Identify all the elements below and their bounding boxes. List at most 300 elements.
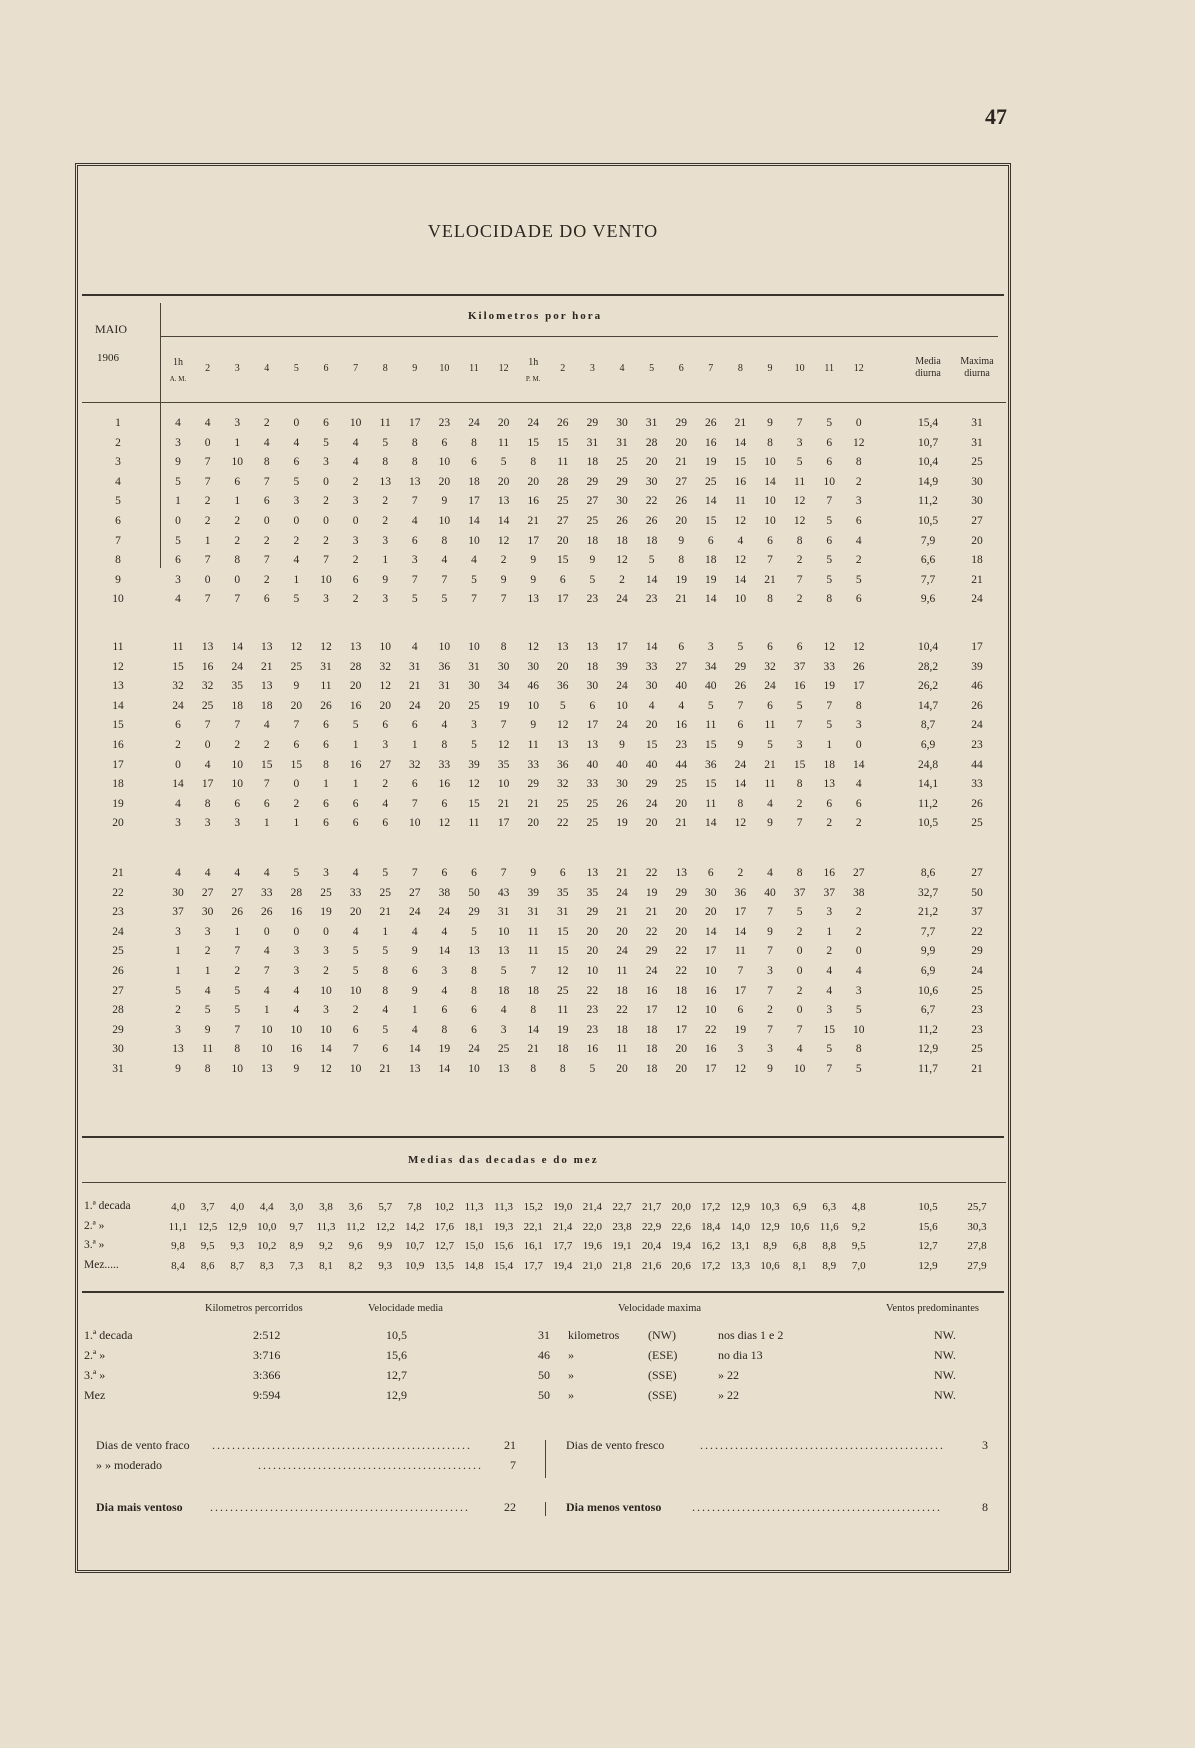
table-cell: 18 [261, 699, 273, 712]
average-cell: 6,3 [822, 1201, 837, 1213]
average-cell: 9,7 [289, 1220, 304, 1233]
day-label: 18 [112, 778, 124, 791]
table-cell: 9 [175, 1063, 181, 1075]
table-cell: 28 [349, 660, 362, 673]
table-cell: 39 [616, 660, 628, 673]
table-cell: 10 [379, 641, 391, 653]
hour-header: 7 [353, 363, 359, 374]
table-cell: 20 [971, 534, 983, 547]
table-cell: 20 [616, 925, 628, 938]
table-cell: 36 [557, 680, 569, 693]
table-cell: 8 [826, 593, 833, 606]
average-cell: 8,1 [319, 1259, 333, 1272]
average-cell: 4,0 [171, 1201, 185, 1213]
table-cell: 21 [497, 797, 510, 810]
table-cell: 0 [263, 515, 270, 527]
table-cell: 1 [352, 739, 359, 751]
table-cell: 23 [971, 1004, 983, 1017]
fraco-dots: .................................................... [212, 1438, 472, 1452]
table-cell: 5 [471, 925, 477, 938]
table-cell: 22 [645, 495, 658, 508]
summary-header-km: Kilometros percorridos [205, 1303, 303, 1314]
table-cell: 6 [382, 719, 389, 732]
table-cell: 10 [793, 1063, 806, 1075]
table-cell: 11,2 [918, 1023, 938, 1036]
average-cell: 27,8 [967, 1240, 987, 1252]
table-cell: 30 [971, 475, 983, 488]
table-cell: 21 [675, 817, 687, 830]
table-cell: 23 [586, 1023, 599, 1036]
table-cell: 4 [263, 719, 270, 732]
table-cell: 37 [793, 886, 806, 899]
table-cell: 3 [323, 593, 329, 606]
table-cell: 18 [586, 534, 599, 547]
table-cell: 6 [323, 797, 329, 810]
table-cell: 27 [675, 475, 687, 488]
day-label: 10 [112, 593, 124, 606]
summary-km: 3:716 [253, 1348, 281, 1362]
table-cell: 37 [823, 886, 835, 899]
table-cell: 7 [263, 965, 270, 977]
table-cell: 20 [438, 699, 451, 712]
table-cell: 31 [409, 660, 421, 673]
table-cell: 0 [796, 1004, 803, 1017]
table-cell: 24 [616, 945, 628, 958]
table-cell: 17 [468, 495, 480, 508]
table-cell: 9 [767, 417, 773, 429]
average-cell: 8,3 [259, 1259, 274, 1272]
table-cell: 4 [204, 867, 211, 879]
table-cell: 12 [793, 495, 806, 508]
table-cell: 7 [234, 945, 241, 958]
table-cell: 6 [826, 456, 833, 469]
table-cell: 36 [557, 758, 569, 771]
table-cell: 21 [616, 906, 628, 919]
table-cell: 37 [172, 906, 184, 919]
table-cell: 25 [675, 778, 687, 791]
average-cell: 10,0 [257, 1220, 277, 1233]
table-cell: 33 [438, 758, 451, 771]
hour-header: 4 [619, 363, 625, 374]
table-cell: 36 [705, 758, 717, 771]
table-cell: 4 [263, 867, 270, 879]
table-cell: 9,6 [920, 593, 936, 606]
average-label: 2.ª » [84, 1219, 105, 1232]
table-cell: 2 [826, 817, 833, 830]
average-cell: 8,1 [792, 1259, 807, 1272]
average-cell: 15,6 [493, 1240, 514, 1252]
table-cell: 10 [764, 515, 776, 527]
table-cell: 8 [796, 534, 803, 547]
table-cell: 3 [175, 436, 181, 449]
table-cell: 2 [175, 1004, 181, 1017]
average-label: Mez..... [84, 1258, 119, 1271]
table-cell: 20 [497, 475, 510, 488]
table-cell: 2 [293, 797, 300, 810]
table-cell: 24 [971, 719, 983, 732]
table-cell: 3 [175, 925, 181, 938]
table-cell: 3 [175, 1023, 181, 1036]
table-cell: 20 [290, 699, 303, 712]
fraco-label: Dias de vento fraco [96, 1438, 190, 1452]
table-cell: 34 [497, 680, 510, 693]
summary-unit: » [568, 1388, 574, 1402]
average-cell: 13,5 [434, 1259, 455, 1272]
table-cell: 7 [796, 1023, 803, 1036]
table-cell: 1 [234, 925, 241, 938]
day-label: 19 [112, 797, 124, 810]
hour-header: 5 [293, 363, 299, 374]
table-cell: 6 [293, 456, 300, 469]
table-cell: 4 [175, 593, 181, 606]
table-cell: 6 [737, 719, 744, 732]
average-cell: 10,2 [257, 1240, 277, 1252]
summary-vel: 10,5 [386, 1328, 407, 1342]
table-cell: 18 [645, 1023, 658, 1036]
table-cell: 3 [767, 1043, 773, 1056]
table-cell: 20 [675, 1043, 687, 1056]
table-cell: 46 [971, 680, 983, 693]
table-cell: 5 [175, 534, 181, 547]
table-cell: 2 [855, 906, 862, 919]
table-cell: 20 [675, 1063, 687, 1075]
table-cell: 6 [263, 495, 270, 508]
menos-label: Dia menos ventoso [566, 1500, 662, 1514]
table-cell: 5 [382, 1023, 389, 1036]
table-cell: 22 [586, 984, 599, 997]
table-cell: 26 [261, 906, 273, 919]
table-cell: 8 [441, 1023, 448, 1036]
table-cell: 19 [734, 1023, 747, 1036]
table-cell: 3 [707, 641, 714, 653]
table-cell: 20 [586, 945, 599, 958]
table-cell: 50 [468, 886, 480, 899]
table-cell: 20 [349, 906, 362, 919]
table-cell: 1 [204, 965, 211, 977]
average-cell: 14,8 [464, 1259, 484, 1272]
table-cell: 25 [971, 984, 983, 997]
average-cell: 5,7 [378, 1201, 393, 1213]
table-cell: 26 [231, 906, 243, 919]
table-cell: 3 [767, 965, 773, 977]
table-cell: 19 [705, 573, 717, 586]
table-cell: 7 [411, 797, 418, 810]
average-cell: 25,7 [967, 1201, 987, 1213]
table-cell: 13 [468, 945, 480, 958]
table-cell: 17 [201, 778, 214, 791]
table-cell: 20 [527, 475, 539, 488]
day-label: 1 [115, 417, 121, 429]
average-cell: 18,1 [464, 1220, 484, 1233]
table-cell: 3 [411, 554, 418, 567]
table-cell: 7 [263, 475, 270, 488]
table-cell: 14 [853, 758, 865, 771]
average-cell: 17,2 [701, 1259, 721, 1272]
table-cell: 4 [648, 699, 655, 712]
average-cell: 8,9 [289, 1240, 304, 1252]
table-cell: 13 [497, 945, 510, 958]
table-cell: 13 [409, 1063, 421, 1075]
day-label: 27 [112, 984, 124, 997]
media-header: Media diurna [915, 356, 941, 379]
average-cell: 13,3 [730, 1259, 751, 1272]
table-cell: 27 [971, 867, 983, 879]
table-cell: 17 [971, 641, 983, 653]
table-cell: 0 [323, 515, 329, 527]
table-cell: 8 [234, 554, 241, 567]
summary-dias: nos dias 1 e 2 [718, 1328, 784, 1342]
pm-label: P. M. [525, 375, 541, 383]
am-label: A. M. [169, 375, 187, 383]
table-cell: 15 [705, 739, 717, 751]
summary-dir: (ESE) [648, 1348, 678, 1362]
average-cell: 16,1 [523, 1240, 543, 1252]
table-cell: 7,9 [920, 534, 936, 547]
average-cell: 15,4 [493, 1259, 514, 1272]
table-cell: 2 [382, 515, 389, 527]
table-cell: 10,6 [917, 984, 939, 997]
menos-value: 8 [982, 1500, 988, 1514]
summary-row-label: 2.ª » [84, 1348, 106, 1362]
table-cell: 13 [586, 867, 599, 879]
summary-rule [82, 1291, 1004, 1293]
table-cell: 8 [500, 641, 507, 653]
average-cell: 20,6 [671, 1259, 691, 1272]
table-cell: 14 [527, 1023, 539, 1036]
average-cell: 9,6 [348, 1240, 363, 1252]
table-cell: 19 [616, 817, 628, 830]
table-cell: 16 [349, 758, 362, 771]
table-cell: 21,2 [917, 906, 939, 919]
table-cell: 10 [853, 1023, 865, 1036]
table-cell: 8 [263, 456, 270, 469]
table-cell: 31 [468, 660, 480, 673]
table-cell: 28 [557, 475, 569, 488]
average-cell: 15,2 [523, 1201, 543, 1213]
table-cell: 6 [441, 867, 448, 879]
table-cell: 11 [557, 456, 569, 469]
table-cell: 1 [234, 495, 241, 508]
table-cell: 15 [172, 660, 184, 673]
table-cell: 29 [468, 906, 480, 919]
table-cell: 14 [734, 436, 747, 449]
maxima-header: Maxima diurna [960, 356, 994, 379]
table-cell: 24 [468, 417, 480, 429]
header-rule [82, 294, 1004, 296]
average-cell: 22,0 [582, 1220, 603, 1233]
average-cell: 12,7 [434, 1240, 455, 1252]
table-cell: 26 [320, 699, 332, 712]
day-label: 14 [112, 699, 124, 712]
table-cell: 8 [530, 1004, 537, 1017]
table-cell: 5 [767, 739, 773, 751]
table-cell: 3 [382, 739, 389, 751]
table-cell: 16 [705, 984, 717, 997]
table-cell: 10 [438, 456, 451, 469]
table-cell: 0 [293, 515, 300, 527]
day-label: 16 [112, 739, 124, 751]
table-cell: 31 [438, 680, 451, 693]
table-cell: 12 [557, 719, 569, 732]
table-cell: 2 [767, 1004, 773, 1017]
fresco-dots: ................................................. [700, 1438, 945, 1452]
table-cell: 5 [293, 867, 300, 879]
table-cell: 25 [557, 495, 569, 508]
table-cell: 0 [204, 436, 211, 449]
table-cell: 5 [382, 436, 389, 449]
table-cell: 0 [855, 739, 862, 751]
table-cell: 5 [707, 699, 714, 712]
table-cell: 9 [411, 984, 418, 997]
table-cell: 5 [382, 867, 389, 879]
table-cell: 3 [441, 965, 448, 977]
table-cell: 26,2 [917, 680, 939, 693]
table-cell: 11 [794, 475, 806, 488]
table-cell: 14 [320, 1043, 332, 1056]
table-cell: 2 [204, 495, 211, 508]
table-cell: 32 [172, 680, 184, 693]
table-cell: 20 [527, 817, 539, 830]
table-cell: 5 [796, 906, 803, 919]
table-cell: 10 [468, 1063, 480, 1075]
table-cell: 13 [497, 1063, 510, 1075]
average-cell: 16,2 [701, 1240, 721, 1252]
hour-header: 2 [560, 363, 566, 374]
table-cell: 9 [293, 680, 300, 693]
summary-max: 50 [538, 1388, 550, 1402]
table-cell: 9 [530, 719, 537, 732]
table-cell: 10 [734, 593, 747, 606]
average-cell: 10,6 [760, 1259, 780, 1272]
table-cell: 44 [971, 758, 983, 771]
table-cell: 6 [323, 719, 329, 732]
table-cell: 5 [648, 554, 655, 567]
table-cell: 6 [411, 534, 418, 547]
average-cell: 10,5 [918, 1201, 938, 1213]
day-label: 23 [112, 906, 124, 919]
summary-km: 2:512 [253, 1328, 281, 1342]
table-cell: 20 [645, 817, 658, 830]
average-cell: 10,2 [434, 1201, 455, 1213]
table-cell: 16 [675, 719, 687, 732]
table-cell: 23 [586, 1004, 599, 1017]
table-cell: 6 [382, 817, 389, 830]
table-cell: 16 [734, 475, 747, 488]
table-cell: 7 [234, 593, 241, 606]
table-cell: 13 [261, 680, 273, 693]
day-label: 22 [112, 886, 124, 899]
table-cell: 29 [645, 778, 658, 791]
table-cell: 20 [645, 719, 658, 732]
table-cell: 33 [645, 660, 658, 673]
table-cell: 24 [645, 965, 658, 977]
average-cell: 9,2 [319, 1240, 333, 1252]
table-cell: 9 [589, 554, 596, 567]
table-cell: 3 [796, 739, 803, 751]
table-cell: 2 [500, 554, 507, 567]
table-cell: 31 [557, 906, 569, 919]
table-cell: 6 [855, 593, 862, 606]
table-cell: 10 [497, 778, 510, 791]
table-cell: 18 [645, 1043, 658, 1056]
table-cell: 24 [734, 758, 747, 771]
table-cell: 30 [705, 886, 717, 899]
average-cell: 12,5 [197, 1220, 218, 1233]
table-cell: 15 [705, 778, 717, 791]
table-cell: 20 [497, 417, 510, 429]
table-cell: 7 [767, 945, 773, 958]
table-cell: 11 [764, 719, 776, 732]
average-cell: 4,4 [259, 1201, 274, 1213]
table-cell: 10 [497, 925, 510, 938]
table-cell: 4 [411, 925, 418, 938]
table-cell: 32 [201, 680, 214, 693]
table-cell: 8 [767, 436, 773, 449]
table-cell: 3 [323, 945, 329, 958]
table-cell: 6 [352, 573, 359, 586]
table-cell: 10 [468, 641, 480, 653]
day-label: 4 [115, 475, 121, 488]
table-cell: 5 [737, 641, 744, 653]
moderado-value: 7 [510, 1458, 516, 1472]
table-cell: 6 [559, 573, 566, 586]
table-cell: 23 [971, 739, 983, 751]
day-label: 2 [115, 436, 121, 449]
table-cell: 12 [438, 817, 451, 830]
table-cell: 4 [204, 417, 211, 429]
table-cell: 34 [705, 660, 717, 673]
table-cell: 8,6 [920, 867, 936, 879]
summary-vel: 12,9 [386, 1388, 407, 1402]
table-cell: 14 [705, 925, 717, 938]
table-cell: 8 [796, 867, 803, 879]
average-cell: 10,3 [760, 1201, 780, 1213]
table-cell: 2 [855, 475, 862, 488]
table-cell: 13 [261, 641, 273, 653]
table-cell: 29 [616, 475, 628, 488]
table-cell: 4 [293, 554, 300, 567]
table-cell: 29 [527, 778, 539, 791]
average-cell: 17,2 [701, 1201, 721, 1213]
table-cell: 21 [261, 660, 273, 673]
table-cell: 15 [557, 945, 569, 958]
table-cell: 12 [734, 515, 747, 527]
average-cell: 10,9 [405, 1259, 425, 1272]
hour-header: 11 [469, 363, 479, 374]
average-cell: 8,8 [822, 1240, 837, 1252]
table-cell: 10 [527, 699, 539, 712]
table-cell: 11,7 [918, 1063, 938, 1075]
table-cell: 30 [971, 495, 983, 508]
table-cell: 11 [379, 417, 391, 429]
average-cell: 11,3 [464, 1201, 484, 1213]
table-cell: 24 [409, 906, 421, 919]
table-cell: 12 [320, 1063, 332, 1075]
summary-dias: » 22 [718, 1368, 739, 1382]
table-cell: 26 [557, 417, 569, 429]
table-cell: 5 [234, 984, 241, 997]
table-cell: 18 [527, 984, 539, 997]
table-cell: 29 [586, 475, 599, 488]
table-cell: 22 [645, 925, 658, 938]
table-cell: 6 [411, 778, 418, 791]
table-cell: 25 [320, 886, 332, 899]
averages-rule [82, 1182, 1006, 1183]
table-cell: 14 [705, 817, 717, 830]
table-cell: 2 [352, 1004, 359, 1017]
table-cell: 18 [557, 1043, 569, 1056]
average-cell: 3,7 [200, 1201, 215, 1213]
